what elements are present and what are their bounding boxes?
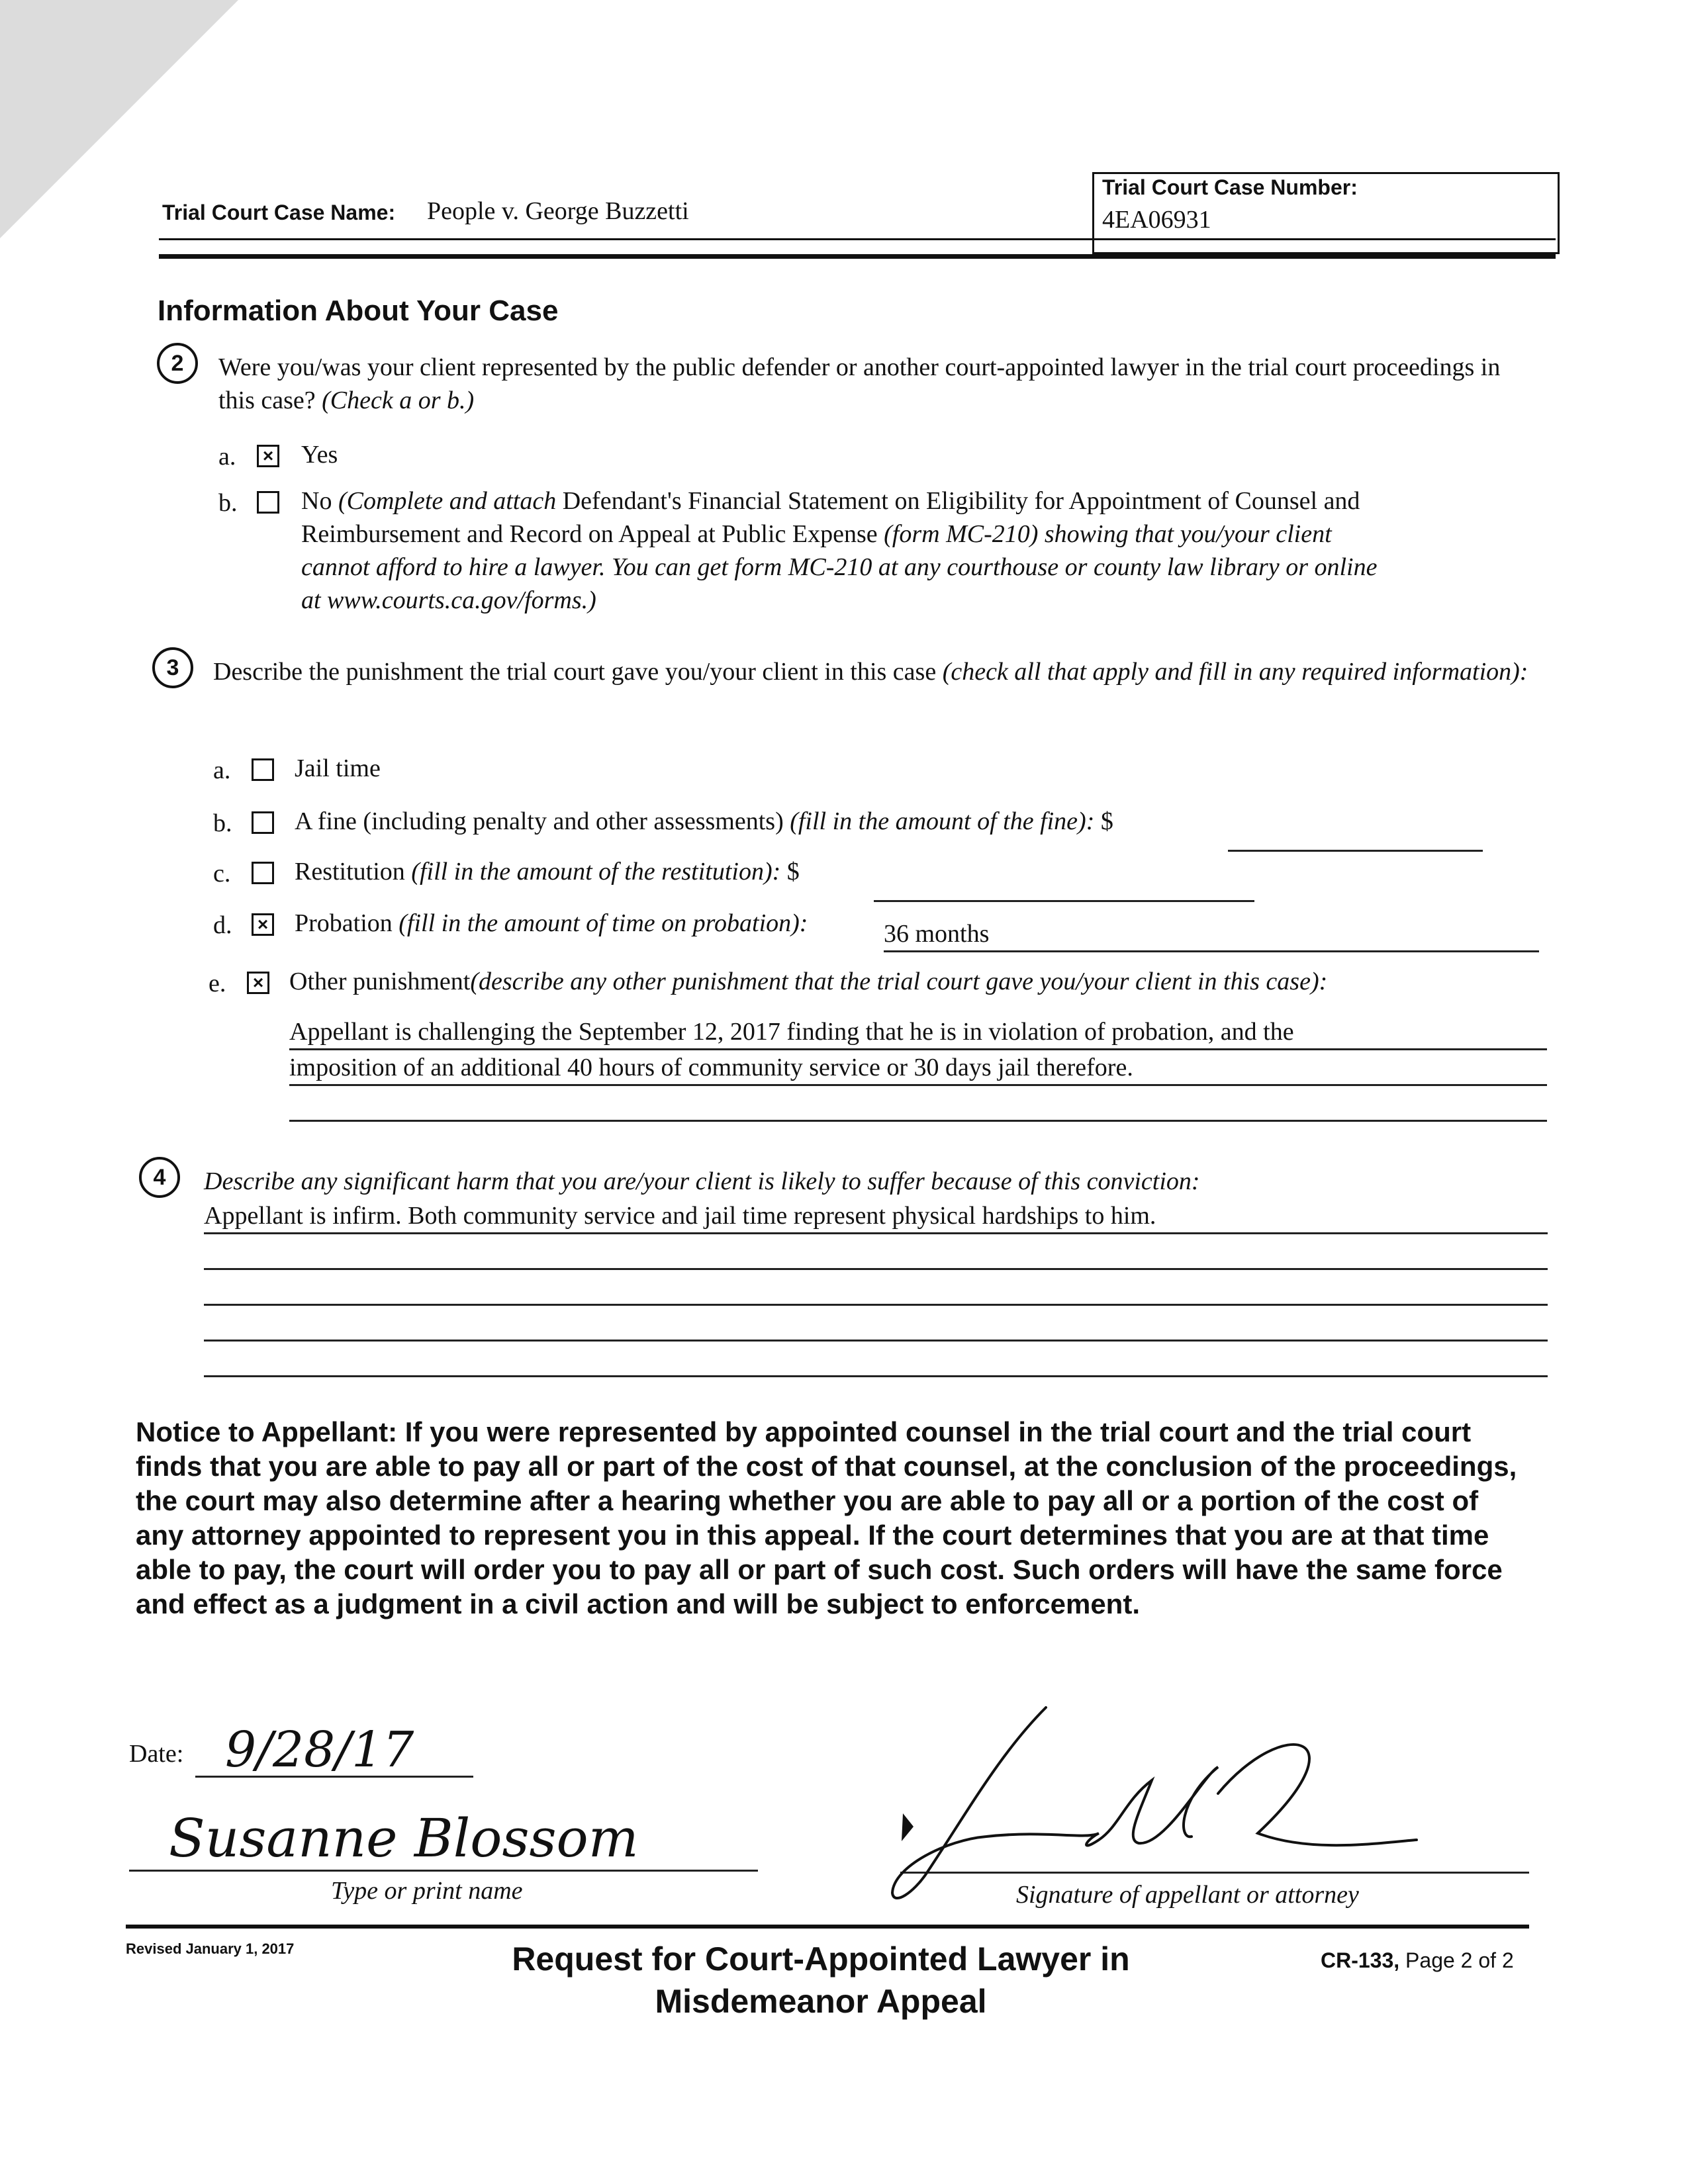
- q3-option-b-text: [295, 805, 1113, 838]
- q2-option-b-label: No: [301, 487, 332, 515]
- restitution-amount-input[interactable]: [874, 900, 1254, 902]
- question-3-question: Describe the punishment the trial court gave you/your client in this case: [213, 658, 937, 686]
- q3-option-d-label: Probation: [295, 909, 393, 937]
- q3-option-b-checkbox[interactable]: [252, 811, 274, 834]
- q2-option-b-checkbox[interactable]: [257, 491, 279, 514]
- case-name-label: Trial Court Case Name:: [162, 201, 396, 224]
- footer-rule: [126, 1925, 1529, 1929]
- q3-option-d-text: [295, 907, 808, 940]
- probation-time-input[interactable]: 36 months: [884, 917, 1539, 952]
- revised-date: Revised January 1, 2017: [126, 1940, 295, 1957]
- question-2-text: [218, 351, 1536, 417]
- q3-option-e-text: [289, 965, 1327, 998]
- notice-to-appellant: [136, 1415, 1526, 1621]
- question-3-text: [213, 655, 1544, 688]
- form-id: CR-133,: [1321, 1948, 1400, 1972]
- q3-option-b-prefix: $: [1100, 807, 1113, 835]
- case-number-value: 4EA06931: [1102, 206, 1211, 234]
- section-title: Information About Your Case: [158, 295, 559, 327]
- q2-option-b-line2a: Reimbursement and Record on Appeal at Public Expense: [301, 520, 878, 548]
- q3-option-e-hint: (describe any other punishment that the trial court gave you/your client in this case):: [470, 968, 1328, 995]
- q2-option-b-line-4: at www.courts.ca.gov/forms.): [301, 586, 596, 614]
- q2-option-b-line-2: [301, 518, 1546, 551]
- harm-line-3[interactable]: [204, 1271, 1548, 1306]
- q3-option-c-label: Restitution: [295, 858, 405, 886]
- print-name-caption: Type or print name: [331, 1877, 523, 1905]
- q3-option-e-label: Other punishment: [289, 968, 471, 995]
- harm-line-2[interactable]: [204, 1235, 1548, 1270]
- question-4-text: Describe any significant harm that you are/your client is likely to suffer because of this conviction:: [204, 1167, 1200, 1195]
- other-punishment-line-3[interactable]: [289, 1087, 1547, 1122]
- q3-option-b-hint: (fill in the amount of the fine):: [790, 807, 1095, 835]
- form-title: [424, 1938, 1218, 2023]
- q3-option-c-letter: c.: [213, 860, 231, 887]
- question-2-number: 2: [157, 343, 198, 384]
- q2-option-b-letter: b.: [218, 489, 238, 517]
- q2-option-b-line-1: [301, 484, 1546, 518]
- q2-option-a-label: Yes: [301, 441, 338, 469]
- q2-option-a-letter: a.: [218, 443, 236, 471]
- q2-option-a-checkbox[interactable]: ×: [257, 445, 279, 467]
- q3-option-a-label: Jail time: [295, 754, 381, 782]
- notice-label: Notice to Appellant:: [136, 1416, 398, 1447]
- date-field[interactable]: [195, 1721, 473, 1778]
- q3-option-e-checkbox[interactable]: ×: [247, 972, 269, 994]
- case-number-label: Trial Court Case Number:: [1102, 175, 1358, 199]
- print-name-field[interactable]: [129, 1807, 758, 1872]
- form-title-line-2: Misdemeanor Appeal: [655, 1983, 987, 2020]
- q3-option-e-letter: e.: [209, 970, 226, 997]
- date-value: 9/28/17: [225, 1721, 414, 1778]
- q3-option-a-letter: a.: [213, 756, 231, 784]
- q2-option-b-line-3: cannot afford to hire a lawyer. You can get form MC-210 at any courthouse or county law library or online: [301, 553, 1378, 581]
- form-title-line-1: Request for Court-Appointed Lawyer in: [512, 1940, 1130, 1978]
- q2-option-b-line1b: Defendant's Financial Statement on Eligibility for Appointment of Counsel and: [562, 487, 1360, 515]
- question-4-number: 4: [139, 1157, 180, 1198]
- q2-option-b-text: [301, 484, 1546, 617]
- other-punishment-line-1[interactable]: Appellant is challenging the September 12, 2017 finding that he is in violation of probation, and the: [289, 1015, 1547, 1050]
- question-3-number: 3: [152, 647, 193, 688]
- other-punishment-line-2[interactable]: imposition of an additional 40 hours of community service or 30 days jail therefore.: [289, 1051, 1547, 1086]
- q3-option-c-text: [295, 855, 800, 888]
- q3-option-c-checkbox[interactable]: [252, 862, 274, 884]
- q3-option-c-hint: (fill in the amount of the restitution):: [411, 858, 781, 886]
- harm-line-5[interactable]: [204, 1342, 1548, 1377]
- question-3-instruction-2: information):: [1392, 658, 1528, 686]
- q2-option-b-line2b: (form MC-210) showing that you/your client: [884, 520, 1332, 548]
- form-id-page: [1321, 1948, 1514, 1973]
- page-number: Page 2 of 2: [1405, 1948, 1514, 1972]
- q3-option-c-prefix: $: [786, 858, 800, 886]
- header-rule-thin: [159, 238, 1556, 240]
- q2-option-b-line1a: (Complete and attach: [338, 487, 557, 515]
- harm-line-4[interactable]: [204, 1306, 1548, 1342]
- date-label: Date:: [129, 1740, 184, 1768]
- harm-line-1[interactable]: Appellant is infirm. Both community service and jail time represent physical hardships to him.: [204, 1199, 1548, 1234]
- q3-option-d-checkbox[interactable]: ×: [252, 913, 274, 936]
- notice-text: If you were represented by appointed counsel in the trial court and the trial court finds that you are able to pay all or part of the cost of that counsel, at the conclusion of the proceedings, the court may also determine after a hearing whether you are able to pay all or a portion of the cost of any attorney appointed to represent you in this appeal. If the court determines that you are at that time able to pay, the court will order you to pay all or part of such cost. Such orders will have the same force and effect as a judgment in a civil action and will be subject to enforcement.: [136, 1416, 1517, 1619]
- signature-caption: Signature of appellant or attorney: [1016, 1881, 1359, 1909]
- question-2-instruction: (Check a or b.): [322, 387, 475, 414]
- fine-amount-input[interactable]: [1228, 850, 1483, 852]
- q3-option-d-hint: (fill in the amount of time on probation):: [399, 909, 808, 937]
- q3-option-d-letter: d.: [213, 911, 232, 939]
- print-name-value: Susanne Blossom: [169, 1807, 639, 1869]
- q3-option-a-checkbox[interactable]: [252, 758, 274, 781]
- case-name-value: People v. George Buzzetti: [427, 197, 689, 225]
- question-3-instruction-1: (check all that apply and fill in any required: [942, 658, 1387, 686]
- question-2-question: Were you/was your client represented by the public defender or another court-appointed lawyer in the trial court proceedings in this case?: [218, 353, 1501, 414]
- q3-option-b-label: A fine (including penalty and other assessments): [295, 807, 784, 835]
- header-rule-thick: [159, 254, 1556, 259]
- q3-option-b-letter: b.: [213, 809, 232, 837]
